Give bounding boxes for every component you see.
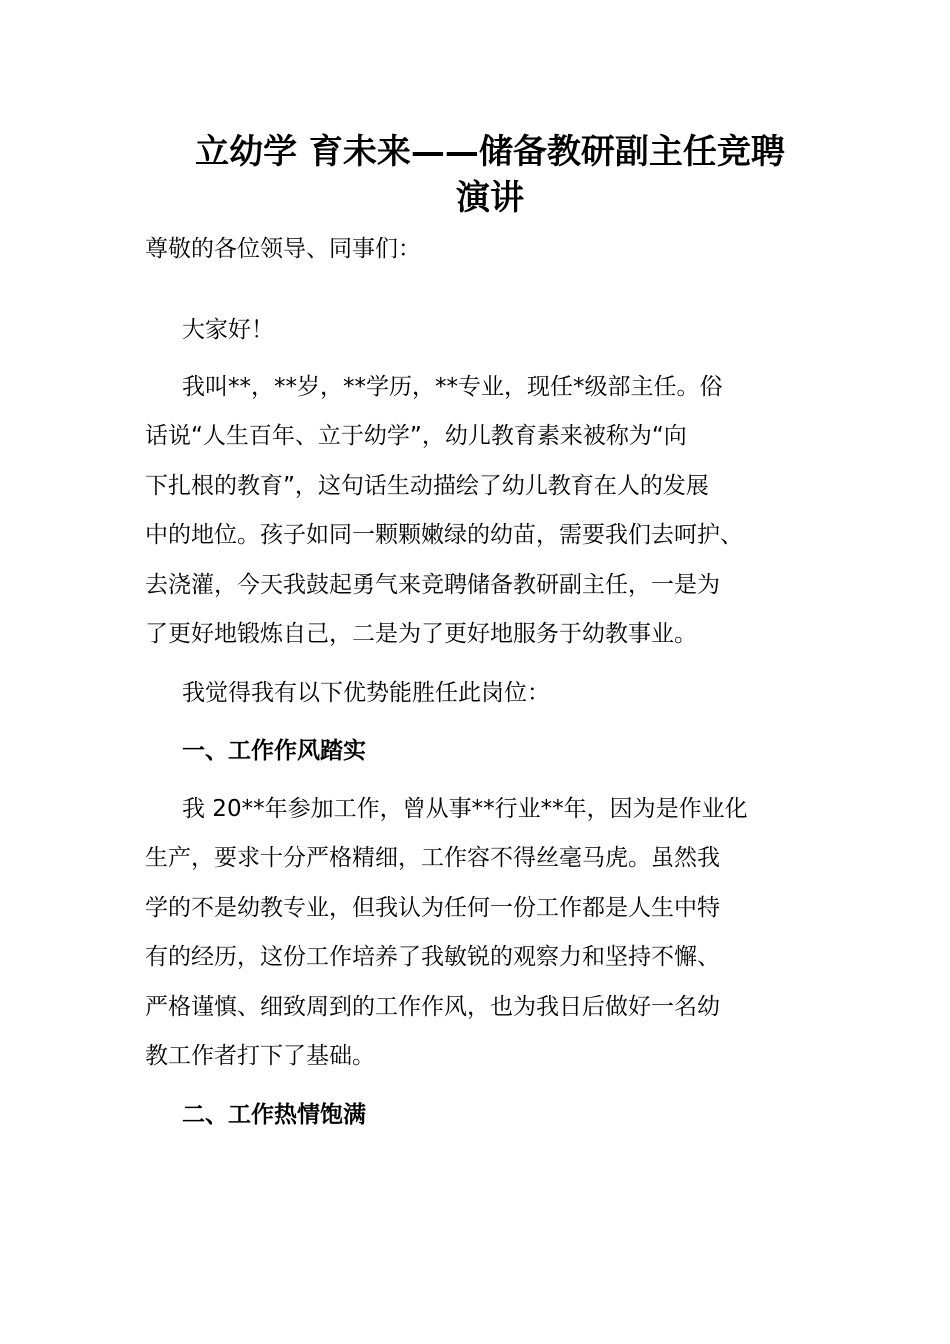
paragraph-3-line: 学的不是幼教专业，但我认为任何一份工作都是人生中特 [145,895,720,921]
paragraph-1-line: 中的地位。孩子如同一颗颗嫩绿的幼苗，需要我们去呵护、 [145,522,743,548]
paragraph-2: 我觉得我有以下优势能胜任此岗位： [182,680,550,706]
paragraph-1-line: 去浇灌，今天我鼓起勇气来竞聘储备教研副主任，一是为 [145,572,720,598]
section-heading-2: 二、工作热情饱满 [182,1102,366,1128]
document-title-line-1: 立幼学 育未来——储备教研副主任竞聘 [195,132,785,172]
paragraph-1-line: 了更好地锻炼自己，二是为了更好地服务于幼教事业。 [145,621,697,647]
paragraph-3-line: 严格谨慎、细致周到的工作作风，也为我日后做好一名幼 [145,994,720,1020]
salutation: 尊敬的各位领导、同事们： [145,236,421,262]
paragraph-3-line: 我 20**年参加工作，曾从事**行业**年，因为是作业化 [182,796,748,822]
paragraph-3-line: 生产，要求十分严格精细，工作容不得丝毫马虎。虽然我 [145,845,720,871]
paragraph-1-line: 下扎根的教育”，这句话生动描绘了幼儿教育在人的发展 [145,473,709,499]
section-heading-1: 一、工作作风踏实 [182,738,366,764]
paragraph-3-line: 有的经历，这份工作培养了我敏锐的观察力和坚持不懈、 [145,944,720,970]
document-title-line-2: 演讲 [456,178,524,218]
paragraph-3-line: 教工作者打下了基础。 [145,1043,375,1069]
greeting: 大家好！ [182,317,274,343]
paragraph-1-line: 我叫**，**岁，**学历，**专业，现任*级部主任。俗 [182,374,723,400]
paragraph-1-line: 话说“人生百年、立于幼学”，幼儿教育素来被称为“向 [145,423,687,449]
